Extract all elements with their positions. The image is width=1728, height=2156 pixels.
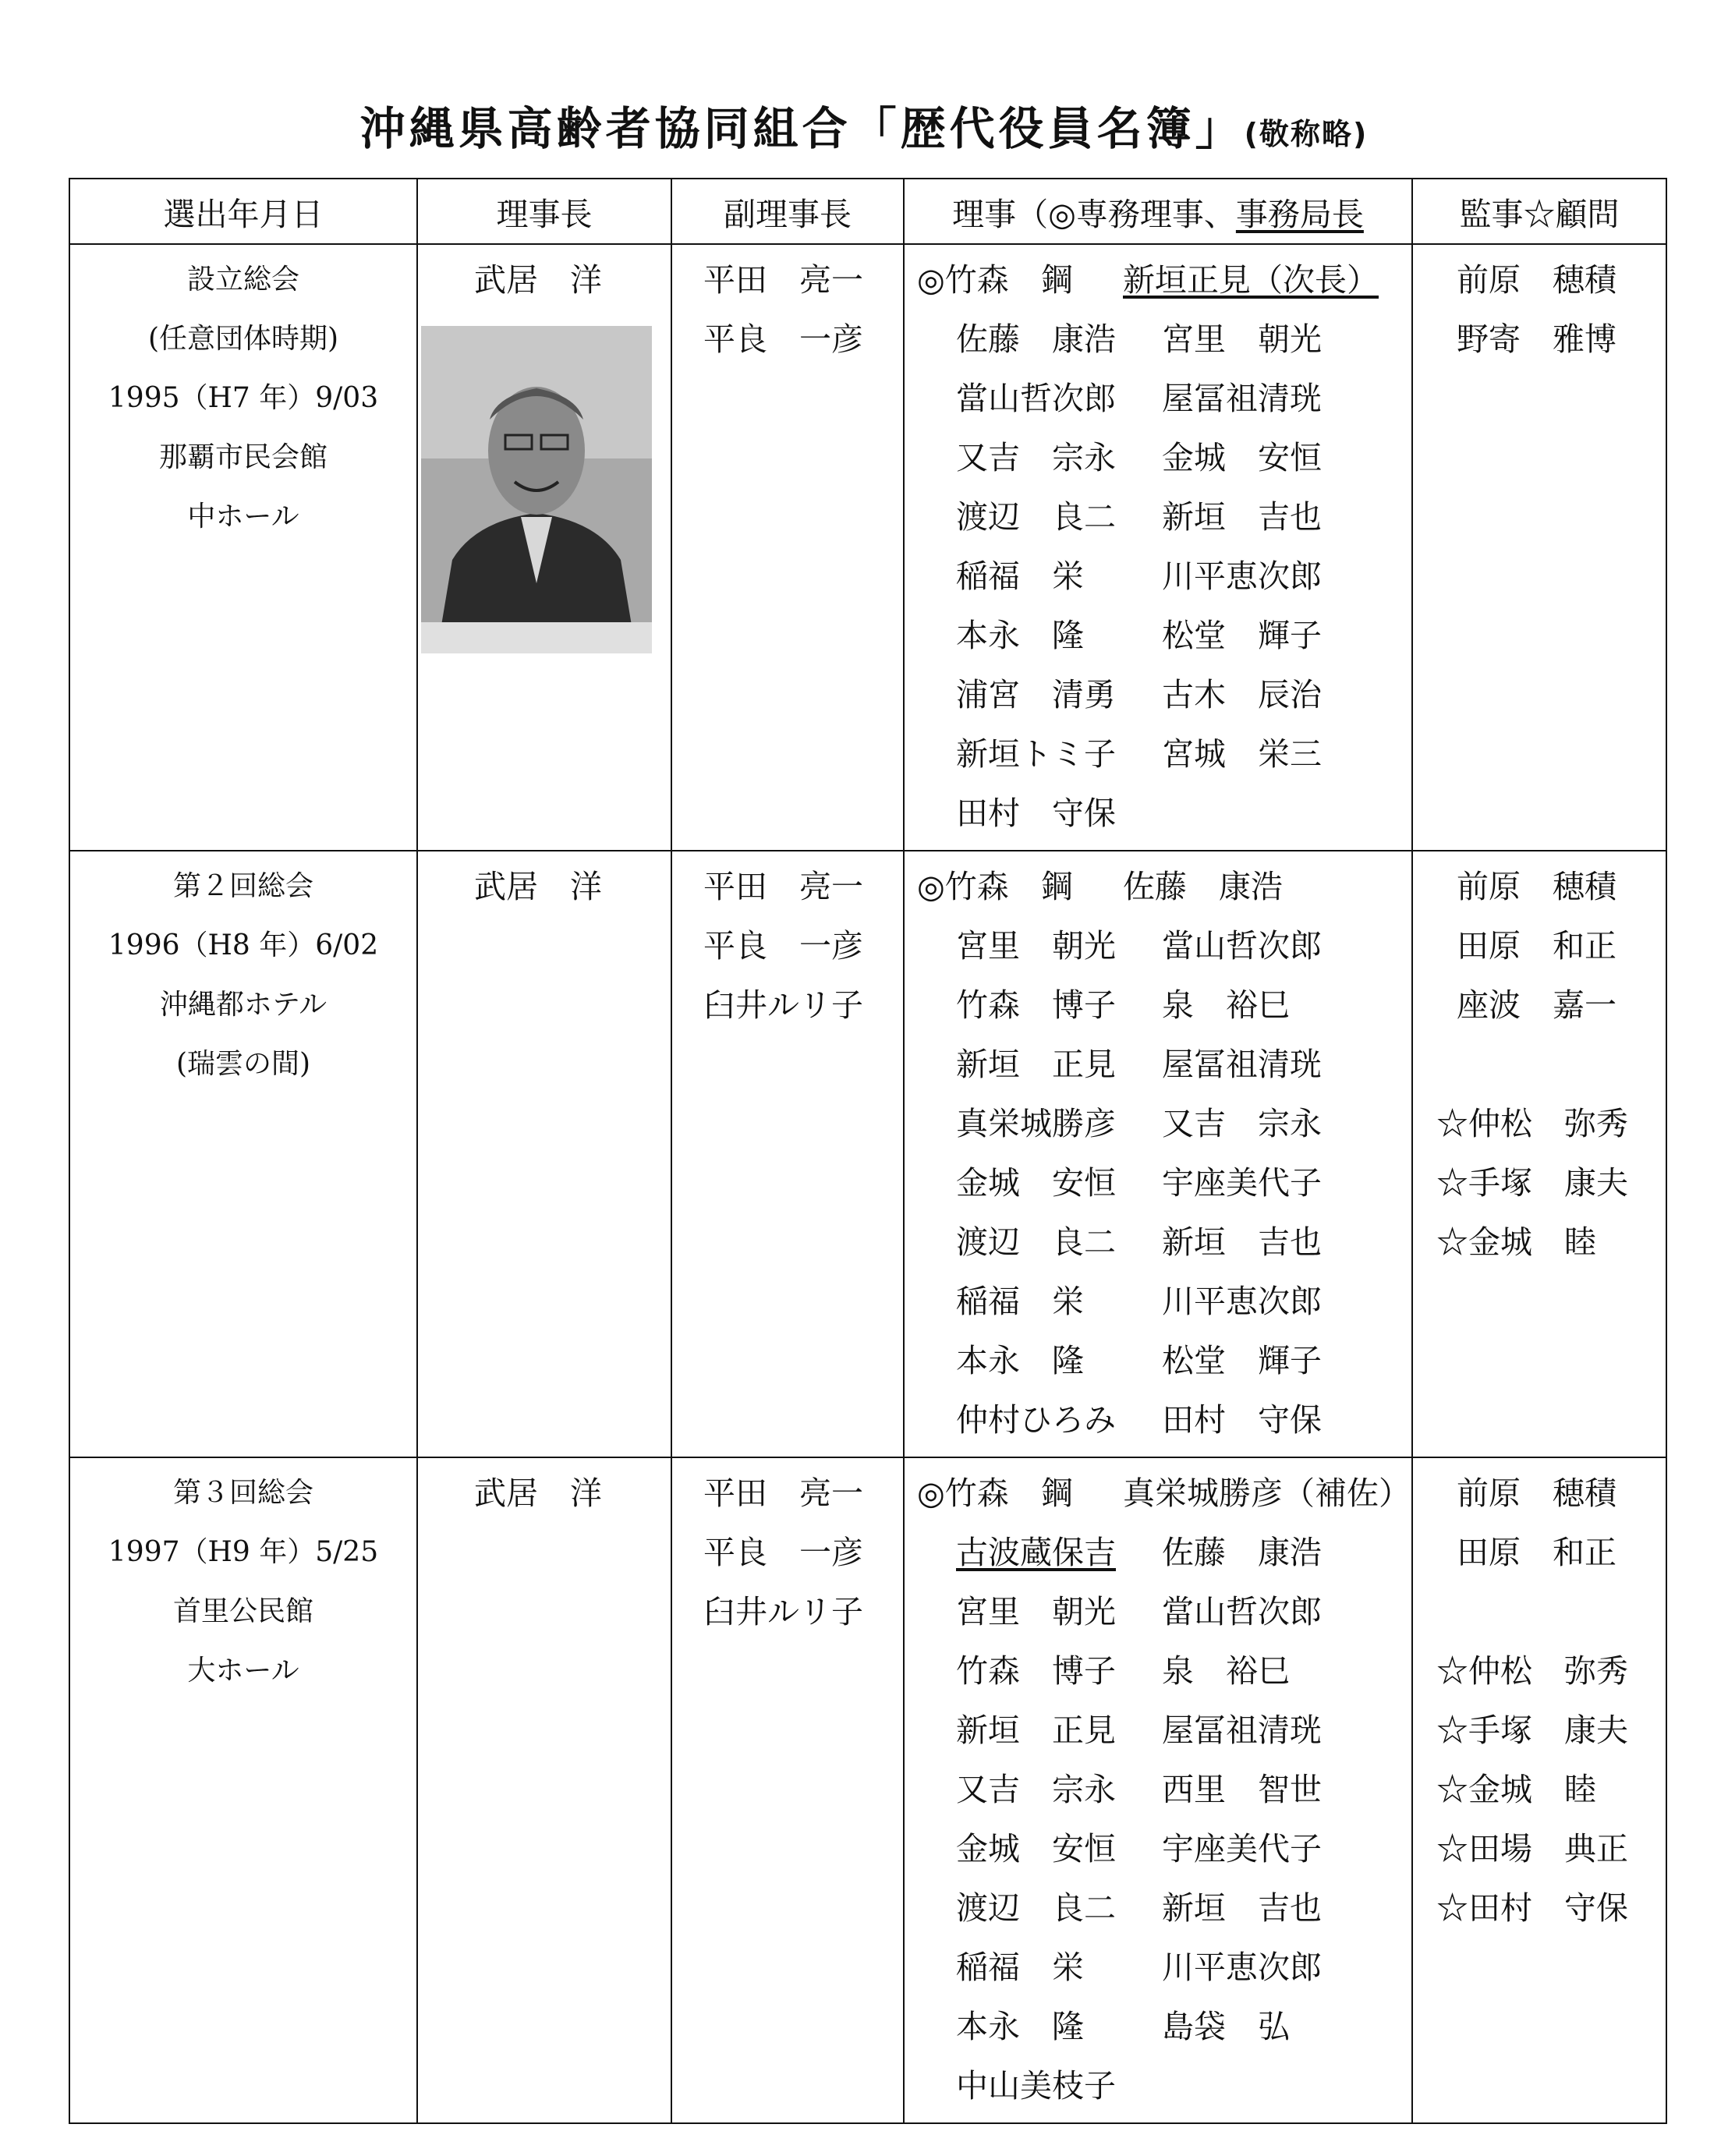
header-vice-president: 副理事長 — [671, 179, 904, 244]
advisor-name: ☆金城 睦 — [1436, 1223, 1596, 1261]
vice-president-name: 平田 亮一 — [703, 1475, 863, 1512]
spacer-line — [1413, 1589, 1666, 1648]
director-name: 川平恵次郎 — [1162, 1949, 1322, 1986]
auditor-name: 前原 穂積 — [1457, 868, 1616, 905]
auditor-name: 野寄 雅博 — [1457, 320, 1616, 358]
date-line: 第２回総会 — [172, 870, 313, 902]
president-photo — [421, 326, 652, 653]
election-date-cell — [69, 244, 417, 851]
title-main: 沖縄県高齢者協同組合「歴代役員名簿」 — [359, 102, 1245, 155]
vice-president-name: 平良 一彦 — [703, 320, 863, 358]
director-row — [905, 257, 1411, 317]
director-name: 川平恵次郎 — [1162, 1283, 1322, 1320]
director-row — [905, 1220, 1411, 1279]
director-row — [905, 1160, 1411, 1220]
vice-president-name: 平田 亮一 — [703, 261, 863, 299]
vice-president-name: 臼井ルリ子 — [703, 986, 863, 1024]
director-name: 田村 守保 — [956, 795, 1116, 832]
director-row — [905, 554, 1411, 613]
director-name: 新垣 吉也 — [1162, 1889, 1322, 1927]
director-name: 新垣 正見 — [956, 1712, 1116, 1749]
director-row — [905, 864, 1411, 923]
date-line: 1996（H8 年）6/02 — [108, 929, 379, 961]
director-row — [905, 1530, 1411, 1589]
director-name: 本永 隆 — [956, 2008, 1084, 2045]
president-cell — [417, 244, 671, 851]
president-cell — [417, 851, 671, 1457]
election-date-cell — [69, 1457, 417, 2123]
director-name: 西里 智世 — [1162, 1771, 1322, 1808]
president-name: 武居 洋 — [474, 1475, 602, 1512]
vice-president-cell — [671, 1457, 904, 2123]
director-name: 渡辺 良二 — [956, 1889, 1116, 1927]
director-name: 泉 裕巳 — [1162, 986, 1290, 1024]
date-line: 1997（H9 年）5/25 — [108, 1536, 379, 1568]
director-row — [905, 1338, 1411, 1397]
director-name: 松堂 輝子 — [1162, 617, 1322, 654]
director-name: 宮里 朝光 — [956, 1593, 1116, 1630]
header-election-date: 選出年月日 — [69, 179, 417, 244]
director-name: ◎竹森 鋼 — [917, 261, 1073, 299]
director-row — [905, 1945, 1411, 2004]
document-title — [0, 92, 1728, 158]
directors-cell — [904, 244, 1412, 851]
director-name: 稲福 栄 — [956, 1283, 1084, 1320]
director-name: 中山美枝子 — [956, 2067, 1116, 2105]
president-name: 武居 洋 — [474, 868, 602, 905]
date-line: (任意団体時期) — [147, 323, 339, 355]
director-row — [905, 731, 1411, 791]
director-name: 又吉 宗永 — [1162, 1105, 1322, 1142]
director-row — [905, 494, 1411, 554]
auditors-cell — [1412, 851, 1666, 1457]
table-row — [69, 851, 1666, 1457]
table-row — [69, 244, 1666, 851]
director-row — [905, 923, 1411, 982]
director-row — [905, 982, 1411, 1042]
director-row — [905, 1767, 1411, 1826]
director-name: 渡辺 良二 — [956, 1223, 1116, 1261]
director-name: 新垣トミ子 — [956, 735, 1116, 773]
director-row — [905, 672, 1411, 731]
director-name: 又吉 宗永 — [956, 439, 1116, 476]
director-row — [905, 1708, 1411, 1767]
director-name: 金城 安恒 — [956, 1830, 1116, 1867]
director-name: 當山哲次郎 — [1162, 1593, 1322, 1630]
director-row — [905, 1589, 1411, 1648]
director-name: 真栄城勝彦 — [956, 1105, 1116, 1142]
director-name: 佐藤 康浩 — [956, 320, 1116, 358]
director-row — [905, 1042, 1411, 1101]
director-name: 宮城 栄三 — [1162, 735, 1322, 773]
header-auditors: 監事☆顧問 — [1412, 179, 1666, 244]
director-name: ◎竹森 鋼 — [917, 868, 1073, 905]
director-name: 本永 隆 — [956, 617, 1084, 654]
auditor-name: 前原 穂積 — [1457, 1475, 1616, 1512]
director-name: 竹森 博子 — [956, 986, 1116, 1024]
director-name: 田村 守保 — [1162, 1401, 1322, 1439]
table-row — [69, 1457, 1666, 2123]
director-row — [905, 791, 1411, 850]
director-name: 渡辺 良二 — [956, 498, 1116, 536]
director-name: 稲福 栄 — [956, 558, 1084, 595]
president-name: 武居 洋 — [474, 261, 602, 299]
director-row — [905, 613, 1411, 672]
date-line: 第３回総会 — [172, 1477, 313, 1509]
director-name: 浦宮 清勇 — [956, 676, 1116, 713]
director-row — [905, 1648, 1411, 1708]
director-row — [905, 2004, 1411, 2063]
directors-cell — [904, 1457, 1412, 2123]
date-line: 大ホール — [187, 1655, 299, 1687]
header-directors-underlined: 事務局長 — [1235, 195, 1364, 233]
director-row — [905, 1471, 1411, 1530]
director-row — [905, 1826, 1411, 1885]
vice-president-cell — [671, 244, 904, 851]
director-name: 當山哲次郎 — [1162, 927, 1322, 965]
director-name: 川平恵次郎 — [1162, 558, 1322, 595]
advisor-name: ☆手塚 康夫 — [1436, 1712, 1628, 1749]
director-row — [905, 1885, 1411, 1945]
auditor-name: 田原 和正 — [1457, 927, 1616, 965]
date-line: (瑞雲の間) — [175, 1048, 311, 1080]
vice-president-cell — [671, 851, 904, 1457]
date-line: 中ホール — [187, 501, 299, 533]
director-name: 佐藤 康浩 — [1123, 868, 1283, 905]
director-name: 宇座美代子 — [1162, 1164, 1322, 1202]
auditor-name: 前原 穂積 — [1457, 261, 1616, 299]
director-name: 本永 隆 — [956, 1342, 1084, 1379]
director-row — [905, 1397, 1411, 1457]
director-row — [905, 1101, 1411, 1160]
director-name: 當山哲次郎 — [956, 380, 1116, 417]
advisor-name: ☆田村 守保 — [1436, 1889, 1628, 1927]
director-name: 稲福 栄 — [956, 1949, 1084, 1986]
auditor-name: 座波 嘉一 — [1457, 986, 1616, 1024]
advisor-name: ☆手塚 康夫 — [1436, 1164, 1628, 1202]
director-name: 屋冨祖清珖 — [1162, 1712, 1322, 1749]
president-cell — [417, 1457, 671, 2123]
director-row — [905, 435, 1411, 494]
officer-roster-table — [69, 178, 1667, 2124]
director-row — [905, 2063, 1411, 2122]
director-name: 泉 裕巳 — [1162, 1652, 1290, 1690]
director-name: 金城 安恒 — [956, 1164, 1116, 1202]
date-line: 1995（H7 年）9/03 — [108, 382, 379, 414]
director-name: 真栄城勝彦（補佐） — [1123, 1475, 1411, 1512]
director-row — [905, 1279, 1411, 1338]
vice-president-name: 平良 一彦 — [703, 1534, 863, 1571]
director-name: ◎竹森 鋼 — [917, 1475, 1073, 1512]
director-name: 新垣正見（次長） — [1123, 261, 1379, 299]
advisor-name: ☆田場 典正 — [1436, 1830, 1628, 1867]
advisor-name: ☆金城 睦 — [1436, 1771, 1596, 1808]
director-name: 仲村ひろみ — [956, 1401, 1116, 1439]
date-line: 沖縄都ホテル — [159, 989, 328, 1021]
date-line: 首里公民館 — [172, 1595, 313, 1627]
advisor-name: ☆仲松 弥秀 — [1436, 1105, 1628, 1142]
date-line: 設立総会 — [186, 264, 299, 296]
header-president: 理事長 — [417, 179, 671, 244]
director-name: 宮里 朝光 — [1162, 320, 1322, 358]
director-name: 新垣 吉也 — [1162, 498, 1322, 536]
director-name: 松堂 輝子 — [1162, 1342, 1322, 1379]
header-directors — [904, 179, 1412, 244]
director-name: 金城 安恒 — [1162, 439, 1322, 476]
director-name: 佐藤 康浩 — [1162, 1534, 1322, 1571]
director-name: 新垣 吉也 — [1162, 1223, 1322, 1261]
auditor-name: 田原 和正 — [1457, 1534, 1616, 1571]
director-name: 竹森 博子 — [956, 1652, 1116, 1690]
director-name: 宮里 朝光 — [956, 927, 1116, 965]
header-directors-prefix: 理事（◎専務理事、 — [952, 195, 1236, 233]
directors-cell — [904, 851, 1412, 1457]
election-date-cell — [69, 851, 417, 1457]
auditors-cell — [1412, 244, 1666, 851]
director-row — [905, 376, 1411, 435]
date-line: 那覇市民会館 — [158, 441, 328, 473]
vice-president-name: 臼井ルリ子 — [703, 1593, 863, 1630]
director-name: 屋冨祖清珖 — [1162, 1046, 1322, 1083]
auditors-cell — [1412, 1457, 1666, 2123]
vice-president-name: 平良 一彦 — [703, 927, 863, 965]
vice-president-name: 平田 亮一 — [703, 868, 863, 905]
director-name: 屋冨祖清珖 — [1162, 380, 1322, 417]
director-name: 宇座美代子 — [1162, 1830, 1322, 1867]
director-name: 島袋 弘 — [1162, 2008, 1290, 2045]
director-name: 古木 辰治 — [1162, 676, 1322, 713]
director-name: 古波蔵保吉 — [956, 1534, 1116, 1571]
table-header-row — [69, 179, 1666, 244]
portrait-image — [421, 326, 652, 653]
director-row — [905, 317, 1411, 376]
advisor-name: ☆仲松 弥秀 — [1436, 1652, 1628, 1690]
title-note: (敬称略) — [1244, 117, 1369, 151]
director-name: 新垣 正見 — [956, 1046, 1116, 1083]
spacer-line — [1413, 1042, 1666, 1101]
director-name: 又吉 宗永 — [956, 1771, 1116, 1808]
